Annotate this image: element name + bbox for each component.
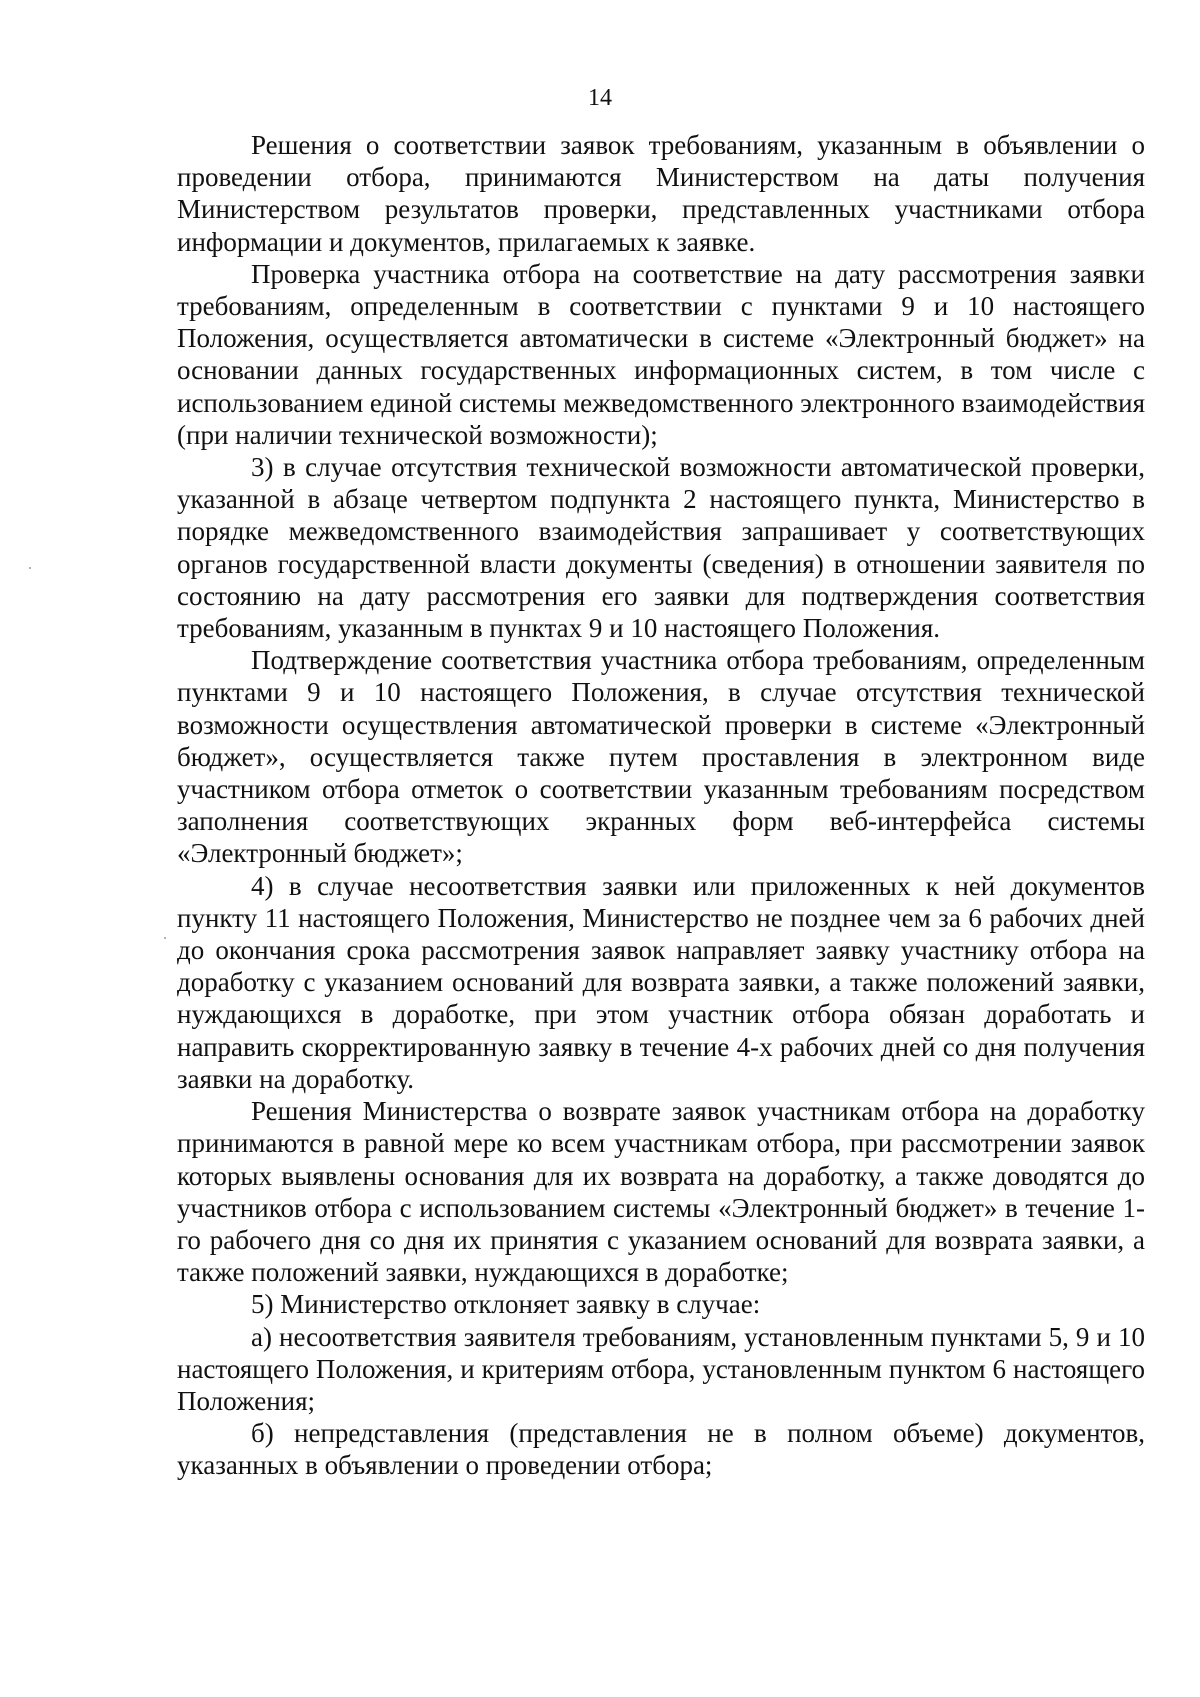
- paragraph-participant-verification: Проверка участника отбора на соответствие на дату рассмотрения заявки требованиям, определенным в соответствии с пунктами 9 и 10 настоящего Положения, осуществляется автоматически в системе «Электронный бюджет» на основании данных государственных информационных систем, в том числе с использованием единой системы межведомственного электронного взаимодействия (при наличии технической возможности);: [177, 258, 1145, 450]
- paragraph-item-4-return-for-revision: 4) в случае несоответствия заявки или приложенных к ней документов пункту 11 настоящего Положения, Министерство не позднее чем за 6 рабочих дней до окончания срока рассмотрения заявок направляет заявку участнику отбора на доработку с указанием оснований для возврата заявки, а также положений заявки, нуждающихся в доработке, при этом участник отбора обязан доработать и направить скорректированную заявку в течение 4-х рабочих дней со дня получения заявки на доработку.: [177, 870, 1145, 1094]
- scan-speck: [29, 567, 31, 569]
- paragraph-item-5b: б) непредставления (представления не в полном объеме) документов, указанных в объявлении о проведении отбора;: [177, 1418, 1145, 1481]
- paragraph-decisions-on-compliance: Решения о соответствии заявок требованиям, указанным в объявлении о проведении отбора, принимаются Министерством на даты получения Министерством результатов проверки, представленных участниками отбора информации и документов, прилагаемых к заявке.: [177, 130, 1145, 257]
- paragraph-item-3-interagency-request: 3) в случае отсутствия технической возможности автоматической проверки, указанной в абзаце четвертом подпункта 2 настоящего пункта, Министерство в порядке межведомственного взаимодействия запрашивает у соответствующих органов государственной власти документы (сведения) в отношении заявителя по состоянию на дату рассмотрения его заявки для подтверждения соответствия требованиям, указанным в пунктах 9 и 10 настоящего Положения.: [177, 452, 1145, 644]
- document-body: [177, 129, 1145, 1482]
- page-number: 14: [588, 85, 612, 111]
- paragraph-item-5a: а) несоответствия заявителя требованиям, установленным пунктами 5, 9 и 10 настоящего Положения, и критериям отбора, установленным пунктом 6 настоящего Положения;: [177, 1321, 1145, 1416]
- paragraph-return-decisions: Решения Министерства о возврате заявок участникам отбора на доработку принимаются в равной мере ко всем участникам отбора, при рассмотрении заявок которых выявлены основания для их возврата на доработку, а также доводятся до участников отбора с использованием системы «Электронный бюджет» в течение 1-го рабочего дня со дня их принятия с указанием оснований для возврата заявки, а также положений заявки, нуждающихся в доработке;: [177, 1096, 1145, 1288]
- paragraph-compliance-confirmation: Подтверждение соответствия участника отбора требованиям, определенным пунктами 9 и 10 настоящего Положения, в случае отсутствия технической возможности осуществления автоматической проверки в системе «Электронный бюджет», осуществляется также путем проставления в электронном виде участником отбора отметок о соответствии указанным требованиям посредством заполнения соответствующих экранных форм веб-интерфейса системы «Электронный бюджет»;: [177, 645, 1145, 869]
- scan-speck: [164, 937, 166, 939]
- paragraph-item-5-rejection: 5) Министерство отклоняет заявку в случае:: [251, 1289, 761, 1320]
